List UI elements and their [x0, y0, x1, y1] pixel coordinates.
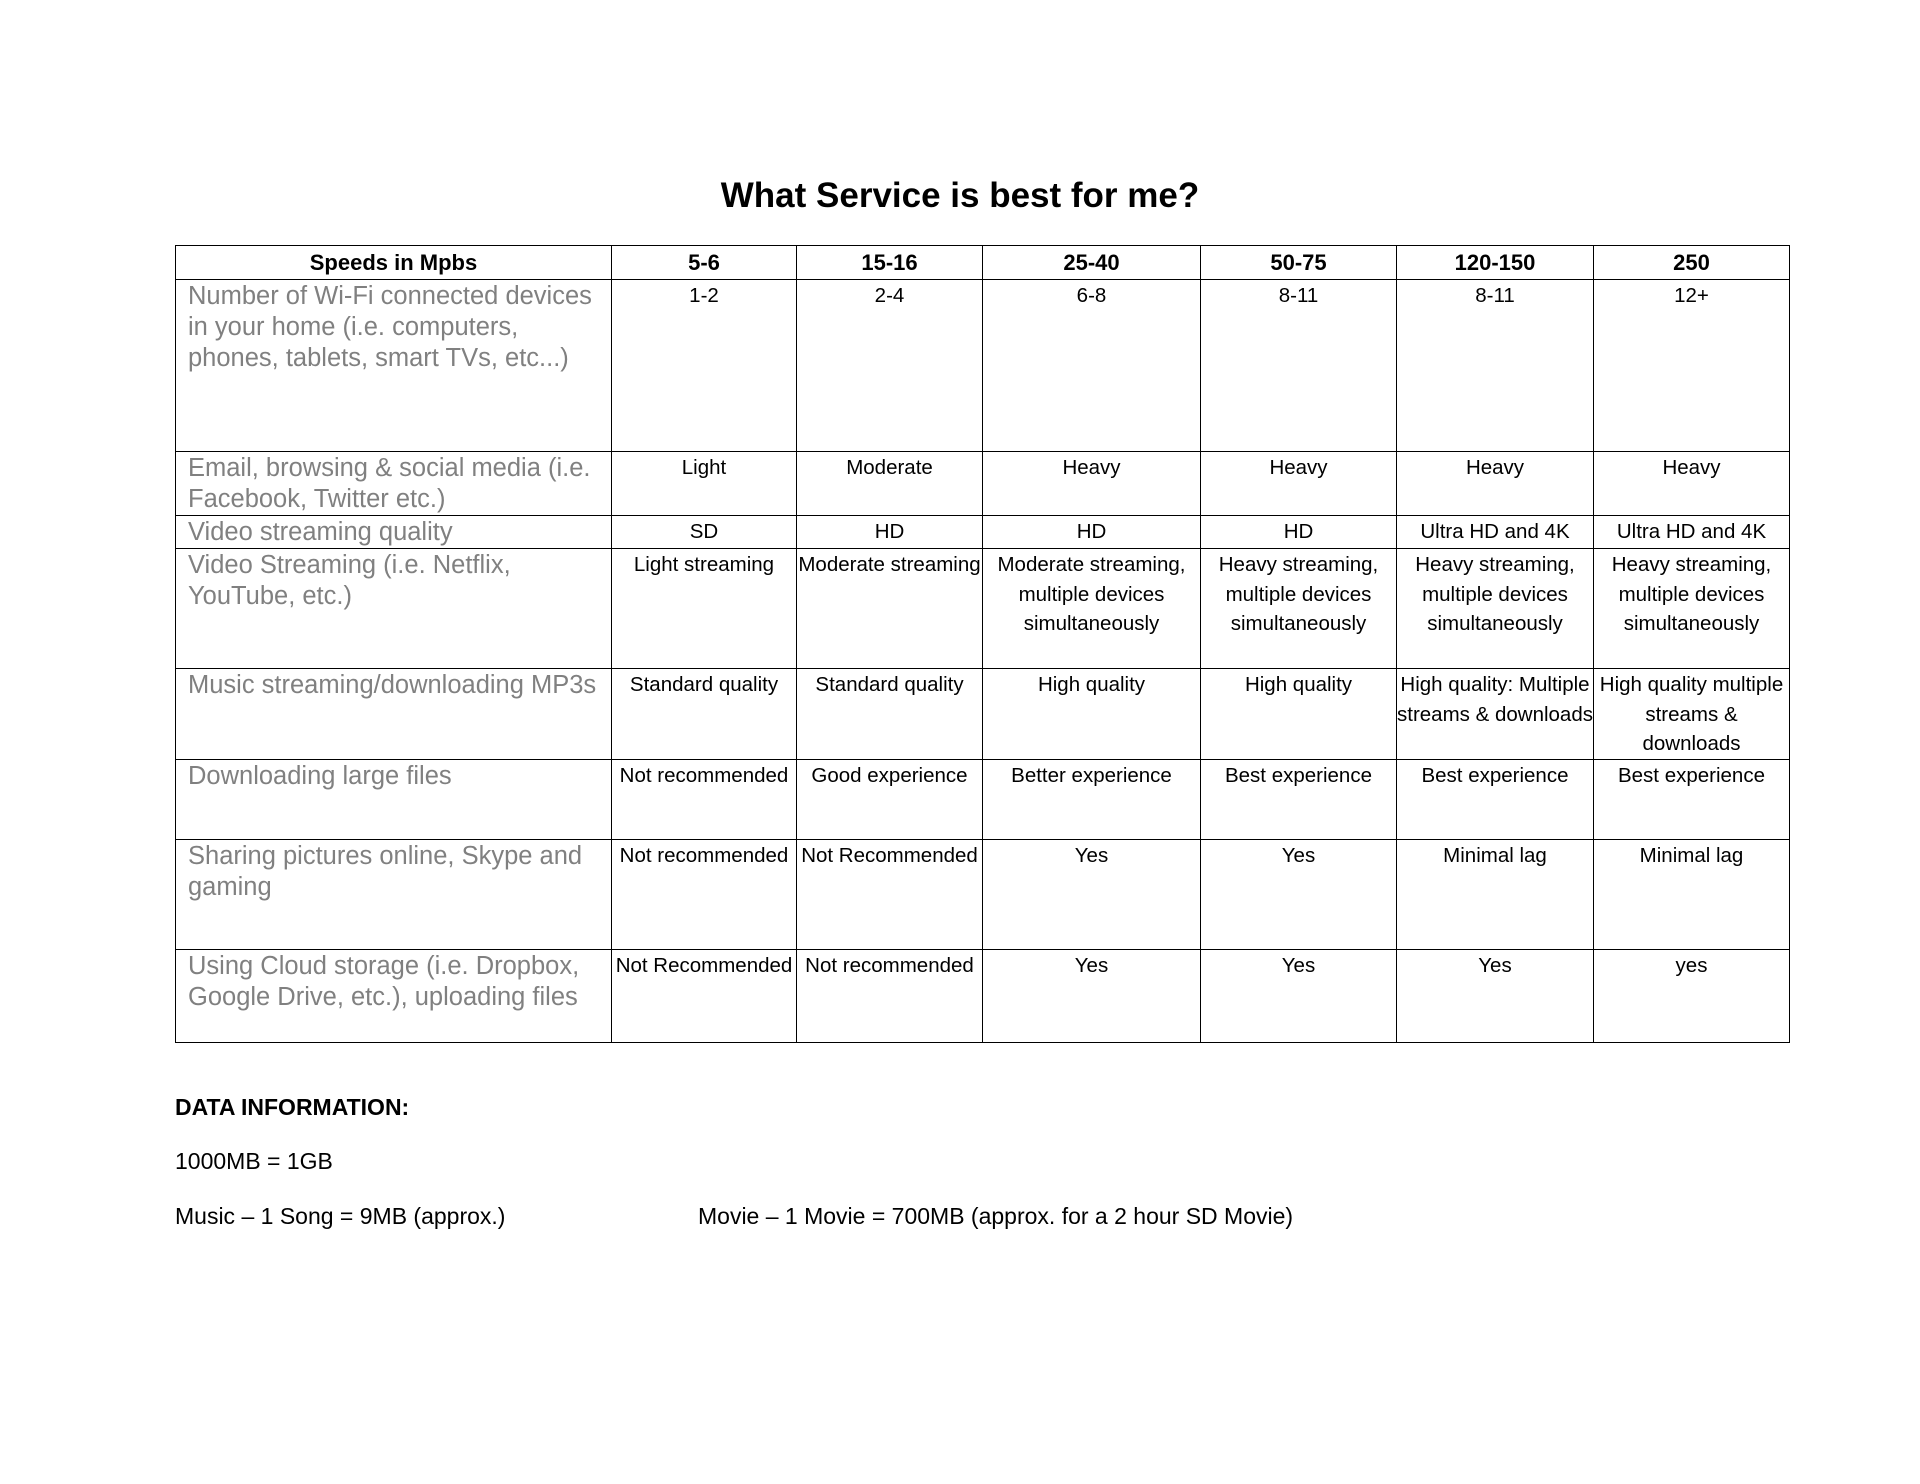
header-speeds-label: Speeds in Mpbs: [176, 246, 612, 280]
table-cell: 12+: [1594, 280, 1790, 452]
table-cell: 1-2: [612, 280, 797, 452]
row-label: Number of Wi-Fi connected devices in your home (i.e. computers, phones, tablets, smart TVs, etc...): [176, 280, 612, 452]
header-speed-tier: 15-16: [797, 246, 983, 280]
table-cell: Heavy streaming, multiple devices simultaneously: [1397, 549, 1594, 669]
table-cell: Standard quality: [797, 669, 983, 760]
table-cell: Minimal lag: [1397, 839, 1594, 949]
header-speed-tier: 250: [1594, 246, 1790, 280]
page-title: What Service is best for me?: [720, 176, 1200, 215]
table-cell: 8-11: [1397, 280, 1594, 452]
table-cell: Best experience: [1201, 759, 1397, 839]
table-cell: Standard quality: [612, 669, 797, 760]
row-label: Sharing pictures online, Skype and gaming: [176, 839, 612, 949]
table-cell: Moderate: [797, 452, 983, 516]
table-cell: Heavy: [983, 452, 1201, 516]
table-row: [176, 516, 1790, 549]
table-cell: Yes: [983, 839, 1201, 949]
table-cell: Not recommended: [612, 839, 797, 949]
table-cell: SD: [612, 516, 797, 549]
table-cell: Heavy: [1201, 452, 1397, 516]
row-label: Video streaming quality: [176, 516, 612, 549]
header-speed-tier: 5-6: [612, 246, 797, 280]
row-label: Downloading large files: [176, 759, 612, 839]
header-speed-tier: 25-40: [983, 246, 1201, 280]
table-cell: Light: [612, 452, 797, 516]
table-cell: Best experience: [1397, 759, 1594, 839]
table-cell: Yes: [983, 949, 1201, 1042]
movie-size-text: Movie – 1 Movie = 700MB (approx. for a 2 hour SD Movie): [698, 1203, 1294, 1229]
table-cell: Yes: [1397, 949, 1594, 1042]
table-row: [176, 549, 1790, 669]
table-header-row: [176, 246, 1790, 280]
header-speed-tier: 50-75: [1201, 246, 1397, 280]
table-row: [176, 759, 1790, 839]
table-cell: Better experience: [983, 759, 1201, 839]
table-cell: Ultra HD and 4K: [1397, 516, 1594, 549]
table-cell: Minimal lag: [1594, 839, 1790, 949]
data-conversion-text: 1000MB = 1GB: [175, 1148, 333, 1174]
table-cell: Good experience: [797, 759, 983, 839]
row-label: Video Streaming (i.e. Netflix, YouTube, etc.): [176, 549, 612, 669]
table-cell: Ultra HD and 4K: [1594, 516, 1790, 549]
table-cell: High quality multiple streams & downloads: [1594, 669, 1790, 760]
table-cell: Yes: [1201, 839, 1397, 949]
table-row: [176, 839, 1790, 949]
table-cell: Heavy streaming, multiple devices simultaneously: [1201, 549, 1397, 669]
service-comparison-table: [175, 245, 1790, 1043]
row-label: Email, browsing & social media (i.e. Facebook, Twitter etc.): [176, 452, 612, 516]
table-cell: Not Recommended: [797, 839, 983, 949]
table-cell: Yes: [1201, 949, 1397, 1042]
table-cell: Not Recommended: [612, 949, 797, 1042]
table-cell: Best experience: [1594, 759, 1790, 839]
data-info-heading: DATA INFORMATION:: [175, 1094, 410, 1120]
table-cell: HD: [1201, 516, 1397, 549]
table-row: [176, 669, 1790, 760]
table-cell: Light streaming: [612, 549, 797, 669]
table-cell: yes: [1594, 949, 1790, 1042]
music-size-text: Music – 1 Song = 9MB (approx.): [175, 1203, 506, 1229]
table-cell: HD: [797, 516, 983, 549]
table-cell: Moderate streaming: [797, 549, 983, 669]
table-cell: Heavy: [1594, 452, 1790, 516]
table-row: [176, 949, 1790, 1042]
table-cell: Heavy streaming, multiple devices simultaneously: [1594, 549, 1790, 669]
table-row: [176, 280, 1790, 452]
table-cell: Not recommended: [612, 759, 797, 839]
table-cell: High quality: [983, 669, 1201, 760]
table-cell: Heavy: [1397, 452, 1594, 516]
table-cell: High quality: [1201, 669, 1397, 760]
table-cell: High quality: Multiple streams & downloads: [1397, 669, 1594, 760]
row-label: Music streaming/downloading MP3s: [176, 669, 612, 760]
table-cell: Not recommended: [797, 949, 983, 1042]
table-row: [176, 452, 1790, 516]
table-cell: 6-8: [983, 280, 1201, 452]
header-speed-tier: 120-150: [1397, 246, 1594, 280]
table-cell: Moderate streaming, multiple devices simultaneously: [983, 549, 1201, 669]
table-cell: 2-4: [797, 280, 983, 452]
table-cell: HD: [983, 516, 1201, 549]
table-cell: 8-11: [1201, 280, 1397, 452]
row-label: Using Cloud storage (i.e. Dropbox, Google Drive, etc.), uploading files: [176, 949, 612, 1042]
